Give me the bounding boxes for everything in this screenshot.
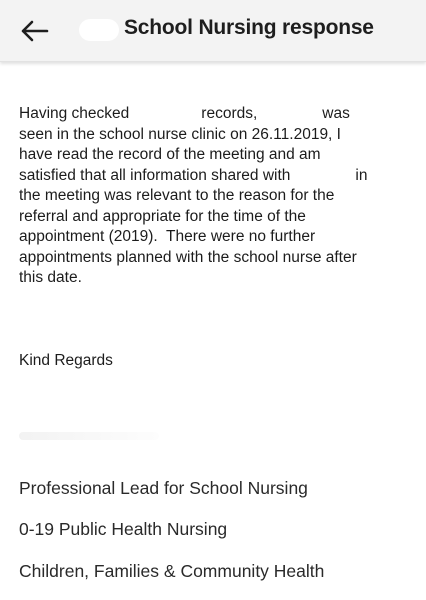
message-text: referral and appropriate for the time of the <box>19 207 306 225</box>
message-line <box>19 227 414 248</box>
back-button[interactable] <box>14 12 54 50</box>
message-text: have read the record of the meeting and am <box>19 146 321 163</box>
message-text: records, <box>201 105 258 122</box>
message-text: Having checked <box>19 105 130 122</box>
signature-division: Children, Families & Community Health <box>19 561 325 581</box>
redacted-signature-name <box>19 432 159 440</box>
message-line <box>19 186 414 207</box>
message-line <box>19 125 414 146</box>
page-title: School Nursing response <box>124 16 374 39</box>
signature-department: 0-19 Public Health Nursing <box>19 519 228 539</box>
message-text: was <box>322 105 350 122</box>
message-line <box>19 248 414 269</box>
message-text: this date. <box>19 269 82 286</box>
message-line <box>19 268 414 289</box>
message-line <box>19 104 414 125</box>
message-text: appointments planned with the school nurse after <box>19 248 357 266</box>
message-text: seen in the school nurse clinic on 26.11.2019, I <box>19 125 341 143</box>
message-body <box>19 104 414 289</box>
app-bar <box>0 0 426 62</box>
arrow-left-icon <box>19 19 49 43</box>
message-text: in <box>355 166 368 184</box>
message-text: the meeting was relevant to the reason for the <box>19 187 335 204</box>
closing-text: Kind Regards <box>19 352 113 369</box>
signature-role: Professional Lead for School Nursing <box>19 478 308 498</box>
message-line <box>19 166 414 187</box>
redacted-sender-name <box>79 19 119 41</box>
message-text: satisfied that all information shared with <box>19 166 291 184</box>
message-line <box>19 207 414 228</box>
message-text: appointment (2019). There were no further <box>19 228 316 245</box>
message-line <box>19 145 414 166</box>
